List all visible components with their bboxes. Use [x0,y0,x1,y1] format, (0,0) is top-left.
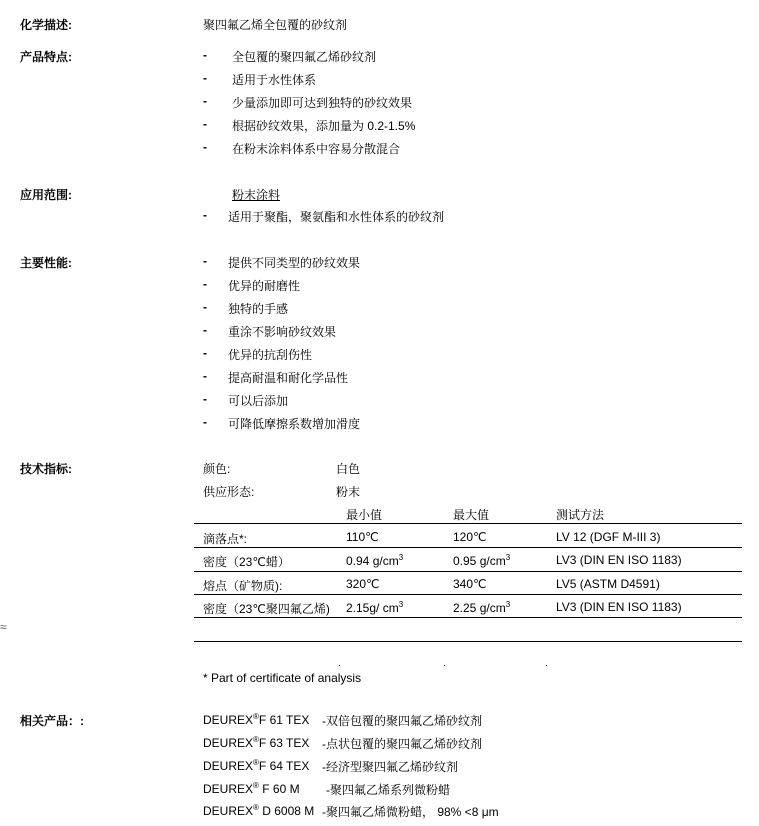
performance-item: 重涂不影响砂纹效果 [228,325,337,339]
features-item: 少量添加即可达到独特的砂纹效果 [232,96,413,110]
application-heading: 粉末涂料 [232,188,281,202]
performance-item: 提高耐温和耐化学品性 [228,371,349,385]
form-value: 粉末 [336,485,361,499]
color-value: 白色 [336,462,361,476]
header-min: 最小值 [346,508,383,522]
related-desc: -聚四氟乙烯微粉蜡， 98% <8 μm [322,805,499,819]
performance-label: 主要性能: [20,256,72,270]
related-product: DEUREX®F 64 TEX [203,758,310,773]
related-desc: -双倍包覆的聚四氟乙烯砂纹剂 [322,714,482,728]
application-item: 适用于聚酯，聚氨酯和水性体系的砂纹剂 [228,210,445,224]
performance-item: 优异的抗刮伤性 [228,348,313,362]
related-product: DEUREX®F 63 TEX [203,735,310,750]
features-item: 根据砂纹效果，添加量为 0.2-1.5% [232,119,416,133]
table-rule [194,641,742,642]
row-max: 340℃ [453,577,487,591]
row-max: 2.25 $g/cm^3$ [453,600,511,615]
row-min: 2.15g/ $cm^3$ [346,600,404,615]
related-desc: -聚四氟乙烯系列微粉蜡 [326,783,450,797]
color-label: 颜色: [203,462,231,476]
form-label: 供应形态: [203,485,255,499]
bullet-dash: - [203,254,207,268]
row-name: 密度（23℃聚四氟乙烯) [203,602,330,616]
related-product: DEUREX® F 60 M [203,781,300,796]
table-rule [194,594,742,595]
chem-desc-label: 化学描述: [20,18,72,32]
bullet-dash: - [203,94,207,108]
application-label: 应用范围: [20,188,72,202]
bullet-dash: - [203,346,207,360]
row-method: LV3 (DIN EN ISO 1183) [556,553,682,567]
header-method: 测试方法 [556,508,605,522]
row-method: LV 12 (DGF M-III 3) [556,530,661,544]
row-name: 密度（23℃蜡） [203,555,290,569]
row-name: 滴落点*: [203,532,248,546]
edge-mark: ≈ [0,620,7,634]
related-product: DEUREX®F 61 TEX [203,712,310,727]
row-name: 熔点（矿物质): [203,579,283,593]
row-method: LV3 (DIN EN ISO 1183) [556,600,682,614]
stray-dot [339,665,340,666]
features-item: 适用于水性体系 [232,73,317,87]
table-rule [194,571,742,572]
features-item: 在粉末涂料体系中容易分散混合 [232,142,401,156]
table-rule [194,617,742,618]
bullet-dash: - [203,208,207,222]
stray-dot [546,665,547,666]
header-max: 最大值 [453,508,490,522]
tech-label: 技术指标: [20,462,72,476]
bullet-dash: - [203,392,207,406]
performance-item: 独特的手感 [228,302,289,316]
related-label: 相关产品：: [20,714,84,728]
bullet-dash: - [203,71,207,85]
bullet-dash: - [203,323,207,337]
table-rule [194,547,742,548]
row-min: 0.94 $g/cm^3$ [346,553,404,568]
bullet-dash: - [203,300,207,314]
stray-dot [444,665,445,666]
row-min: 320℃ [346,577,380,591]
bullet-dash: - [203,117,207,131]
row-max: 0.95 $g/cm^3$ [453,553,511,568]
performance-item: 优异的耐磨性 [228,279,301,293]
related-desc: -点状包覆的聚四氟乙烯砂纹剂 [322,737,482,751]
performance-item: 可以后添加 [228,394,289,408]
row-min: 110℃ [346,530,379,544]
related-desc: -经济型聚四氟乙烯砂纹剂 [322,760,458,774]
bullet-dash: - [203,415,207,429]
table-rule [194,523,742,524]
bullet-dash: - [203,277,207,291]
row-method: LV5 (ASTM D4591) [556,577,660,591]
bullet-dash: - [203,140,207,154]
features-label: 产品特点: [20,50,72,64]
chem-desc-value: 聚四氟乙烯全包覆的砂纹剂 [203,18,348,32]
footnote: * Part of certificate of analysis [203,671,362,685]
features-item: 全包覆的聚四氟乙烯砂纹剂 [232,50,377,64]
bullet-dash: - [203,48,207,62]
performance-item: 可降低摩擦系数增加滑度 [228,417,361,431]
performance-item: 提供不同类型的砂纹效果 [228,256,361,270]
bullet-dash: - [203,369,207,383]
related-product: DEUREX® D 6008 M [203,803,315,818]
row-max: 120℃ [453,530,487,544]
